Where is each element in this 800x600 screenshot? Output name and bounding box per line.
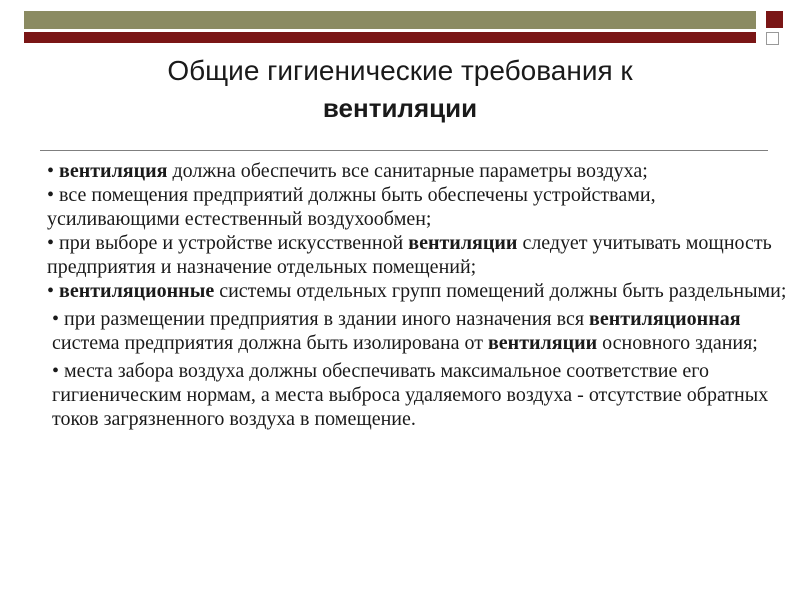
bullet-bold-term: вентиляция [59, 160, 168, 182]
bullet-item-5 [47, 307, 787, 355]
bullet-marker: • [47, 184, 60, 206]
bullet-text: все помещения предприятий должны быть обеспечены устройствами, усиливающими естественный воздухообмен; [47, 184, 656, 230]
bullet-text: должна обеспечить все санитарные параметры воздуха; [167, 160, 648, 182]
title-line-2: вентиляции [322, 93, 478, 123]
bullet-text: основного здания; [597, 332, 758, 354]
bullet-marker: • [52, 360, 65, 382]
bullet-bold-term: вентиляционные [59, 280, 215, 302]
title-line-1: Общие гигиенические требования к [167, 55, 633, 86]
bullet-marker: • [47, 232, 60, 254]
bullet-text: следует учитывать мощность предприятия и назначение отдельных помещений; [47, 232, 772, 278]
bullet-bold-term: вентиляции [408, 232, 518, 254]
bullet-bold-term: вентиляционная [589, 308, 741, 330]
bullet-text: при выборе и устройстве искусственной [59, 232, 409, 254]
header-olive-bar [24, 11, 756, 29]
bullet-item-4 [47, 279, 787, 303]
bullet-bold-term: вентиляции [488, 332, 598, 354]
bullet-item-2 [47, 183, 787, 231]
bullet-text: места забора воздуха должны обеспечивать максимальное соответствие его гигиеническим нормам, а места выброса удаляемого воздуха - отсутствие обратных токов загрязненного воздуха в помещение. [52, 360, 769, 430]
bullet-item-3 [47, 231, 787, 279]
bullet-list [47, 159, 787, 431]
bullet-marker: • [52, 308, 65, 330]
bullet-text: при размещении предприятия в здании иного назначения вся [64, 308, 590, 330]
header-outline-square [766, 32, 779, 45]
slide-title [40, 54, 760, 128]
bullet-marker: • [47, 280, 60, 302]
bullet-item-1 [47, 159, 787, 183]
bullet-text: система предприятия должна быть изолирована от [52, 332, 488, 354]
header-filled-square [766, 11, 783, 28]
title-divider [40, 150, 768, 151]
header-red-bar [24, 32, 756, 43]
bullet-text: системы отдельных групп помещений должны быть раздельными; [214, 280, 787, 302]
bullet-item-6 [47, 359, 787, 431]
bullet-marker: • [47, 160, 60, 182]
